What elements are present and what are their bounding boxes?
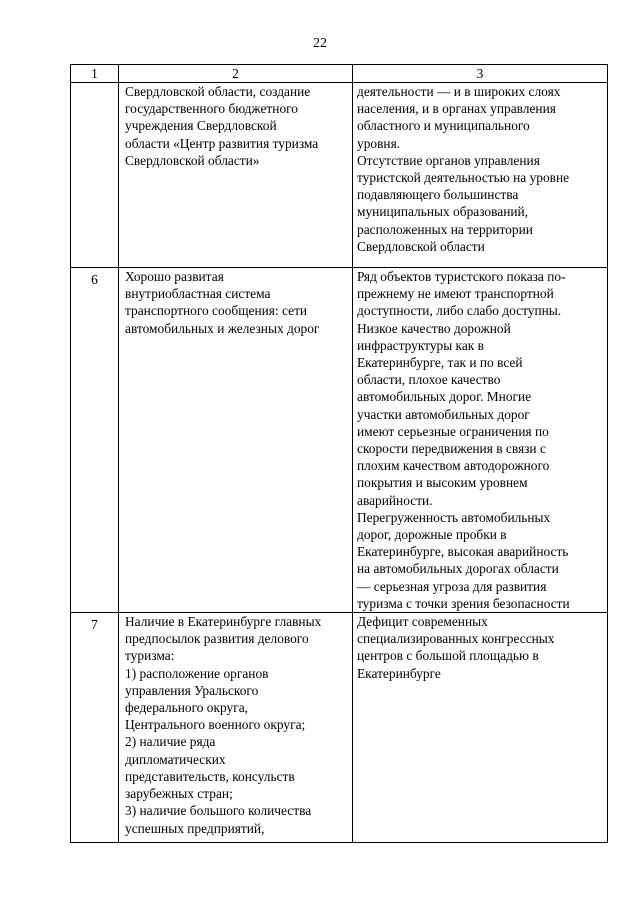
cell-line: успешных предприятий, bbox=[125, 820, 265, 836]
cell-line: 2) наличие ряда bbox=[125, 734, 216, 750]
cell-line: доступности, либо слабо доступны. bbox=[357, 303, 562, 319]
cell-line: Хорошо развитая bbox=[125, 269, 224, 284]
cell-line: Центрального военного округа; bbox=[125, 717, 306, 733]
cell-line: туристской деятельностью на уровне bbox=[357, 170, 570, 186]
cell-line: дипломатических bbox=[125, 751, 226, 767]
cell-line: Екатеринбурге, высокая аварийность bbox=[357, 544, 569, 560]
cell-line: аварийности. bbox=[357, 492, 433, 508]
cell-line: управления Уральского bbox=[125, 682, 259, 698]
cell-line: скорости передвижения в связи с bbox=[357, 441, 546, 457]
cell-line: государственного бюджетного bbox=[125, 101, 299, 117]
column-header-1: 1 bbox=[71, 65, 119, 83]
cell-line: покрытия и высоким уровнем bbox=[357, 475, 528, 491]
cell-line: дорог, дорожные пробки в bbox=[357, 527, 507, 543]
cell-line: населения, и в органах управления bbox=[357, 101, 556, 117]
column-header-3: 3 bbox=[353, 65, 608, 83]
cell-line: предпосылок развития делового bbox=[125, 631, 309, 647]
cell-line: внутриобластная система bbox=[125, 286, 271, 302]
cell-line: Наличие в Екатеринбурге главных bbox=[125, 614, 322, 630]
strength-cell bbox=[119, 83, 353, 268]
page-number: 22 bbox=[313, 36, 327, 51]
weakness-cell bbox=[353, 613, 608, 843]
cell-line: транспортного сообщения: сети bbox=[125, 303, 308, 319]
document-table bbox=[70, 64, 608, 843]
table-row bbox=[71, 268, 608, 613]
cell-line: федерального округа, bbox=[125, 700, 249, 716]
cell-line: областного и муниципального bbox=[357, 118, 530, 134]
cell-line: Свердловской области» bbox=[125, 152, 260, 168]
weakness-cell bbox=[353, 83, 608, 268]
cell-line: плохим качеством автодорожного bbox=[357, 458, 550, 474]
cell-line: Екатеринбурге, так и по всей bbox=[357, 355, 523, 371]
cell-line: автомобильных и железных дорог bbox=[125, 320, 320, 336]
cell-line: Дефицит современных bbox=[357, 614, 488, 630]
cell-line: Свердловской области bbox=[357, 238, 485, 254]
cell-line: прежнему не имеют транспортной bbox=[357, 286, 554, 302]
cell-line: центров с большой площадью в bbox=[357, 648, 539, 664]
row-number-cell bbox=[71, 83, 119, 268]
cell-line: подавляющего большинства bbox=[357, 187, 519, 203]
cell-line: автомобильных дорог. Многие bbox=[357, 389, 532, 405]
cell-line: участки автомобильных дорог bbox=[357, 406, 530, 422]
cell-line: представительств, консульств bbox=[125, 768, 295, 784]
cell-line: Свердловской области, создание bbox=[125, 84, 311, 99]
cell-line: деятельности — и в широких слоях bbox=[357, 84, 561, 99]
cell-line: имеют серьезные ограничения по bbox=[357, 423, 549, 439]
strength-cell bbox=[119, 268, 353, 613]
cell-line: Ряд объектов туристского показа по- bbox=[357, 269, 566, 284]
cell-line: Низкое качество дорожной bbox=[357, 320, 511, 336]
weakness-cell bbox=[353, 268, 608, 613]
table-row bbox=[71, 613, 608, 843]
cell-line: области, плохое качество bbox=[357, 372, 501, 388]
cell-line: учреждения Свердловской bbox=[125, 118, 277, 134]
strength-cell bbox=[119, 613, 353, 843]
cell-line: специализированных конгрессных bbox=[357, 631, 555, 647]
cell-line: 3) наличие большого количества bbox=[125, 803, 312, 819]
cell-line: зарубежных стран; bbox=[125, 786, 233, 802]
table-row bbox=[71, 83, 608, 268]
cell-line: расположенных на территории bbox=[357, 221, 533, 237]
cell-line: туризма с точки зрения безопасности bbox=[357, 595, 570, 611]
cell-line: — серьезная угроза для развития bbox=[357, 578, 547, 594]
cell-line: Екатеринбурге bbox=[357, 665, 441, 681]
cell-line: инфраструктуры как в bbox=[357, 337, 484, 353]
cell-line: уровня. bbox=[357, 135, 401, 151]
row-number-cell: 6 bbox=[71, 268, 119, 613]
cell-line: на автомобильных дорогах области bbox=[357, 561, 559, 577]
cell-line: 1) расположение органов bbox=[125, 665, 269, 681]
cell-line: туризма: bbox=[125, 648, 175, 664]
column-header-2: 2 bbox=[119, 65, 353, 83]
row-number-cell: 7 bbox=[71, 613, 119, 843]
cell-line: муниципальных образований, bbox=[357, 204, 529, 220]
cell-line: Отсутствие органов управления bbox=[357, 152, 540, 168]
table-header-row bbox=[71, 65, 608, 83]
cell-line: Перегруженность автомобильных bbox=[357, 509, 551, 525]
cell-line: области «Центр развития туризма bbox=[125, 135, 319, 151]
